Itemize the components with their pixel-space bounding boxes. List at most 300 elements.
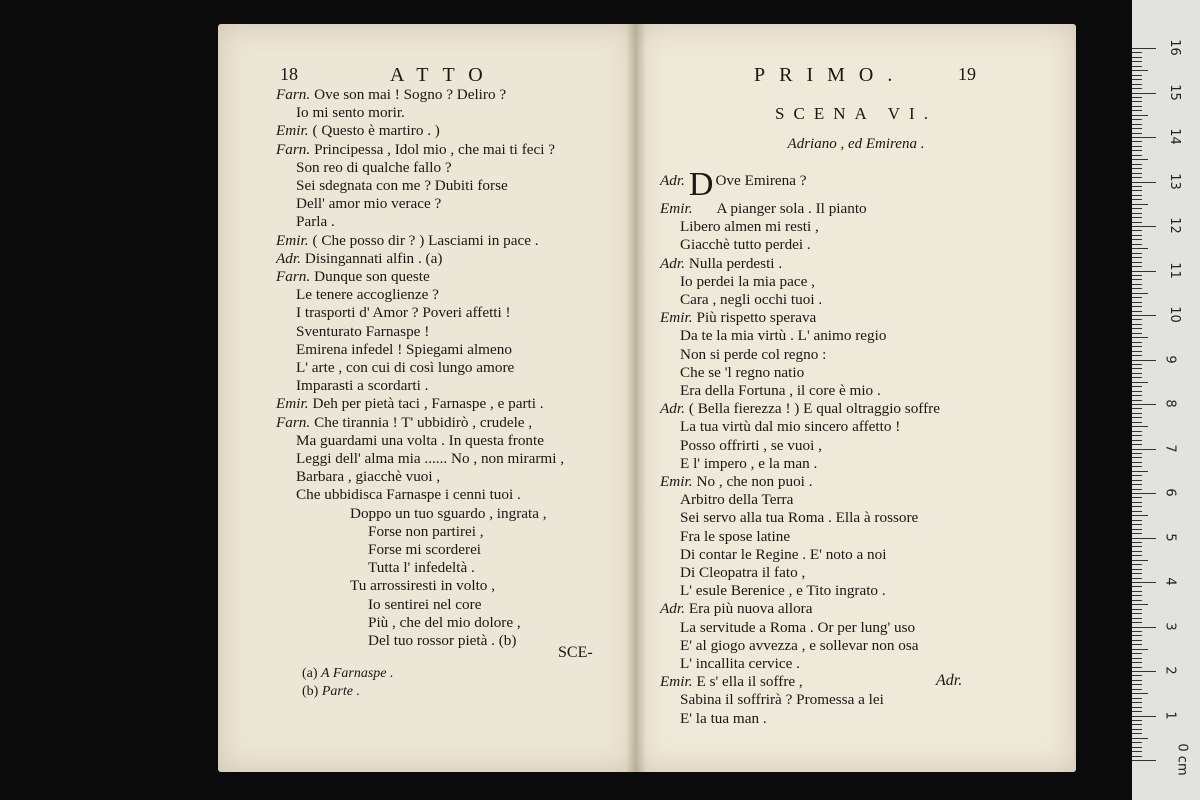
speaker-label: Emir. [660,309,693,327]
text-line [660,546,940,564]
ruler-label: 4 [1162,577,1178,586]
text-line [660,346,940,364]
text-line [276,505,564,523]
line-text: Cara , negli occhi tuoi . [680,291,823,309]
footnote-b [302,684,360,700]
line-text: Sei sdegnata con me ? Dubiti forse [296,177,508,195]
line-text: Principessa , Idol mio , che mai ti feci ? [314,140,555,158]
footnote-text: Parte . [321,684,360,699]
ruler-minor-tick [1132,293,1148,294]
ruler-minor-tick [1132,79,1142,80]
line-text: Libero almen mi resti , [680,218,819,236]
line-text: No , che non puoi . [696,473,813,491]
ruler-minor-tick [1132,382,1148,383]
text-line [660,291,940,309]
ruler-minor-tick [1132,155,1142,156]
ruler-minor-tick [1132,551,1142,552]
ruler-minor-tick [1132,533,1142,534]
ruler-minor-tick [1132,484,1142,485]
speaker-label: Farn. [276,140,311,158]
speaker-label: Farn. [276,413,311,431]
line-text: E' al giogo avvezza , e sollevar non osa [680,636,919,654]
text-line [660,255,940,273]
text-line [276,286,564,304]
ruler-minor-tick [1132,146,1142,147]
ruler-minor-tick [1132,101,1142,102]
page-number-left: 18 [280,64,298,84]
text-line [276,468,564,486]
ruler-minor-tick [1132,324,1142,325]
line-text: Sei servo alla tua Roma . Ella à rossore [680,509,919,527]
ruler-minor-tick [1132,720,1142,721]
line-text: Le tenere accoglienze ? [296,286,439,304]
ruler-minor-tick [1132,733,1142,734]
ruler-minor-tick [1132,70,1148,71]
ruler-minor-tick [1132,186,1142,187]
ruler-minor-tick [1132,431,1142,432]
ruler-minor-tick [1132,208,1142,209]
text-line [660,382,940,400]
ruler-minor-tick [1132,578,1142,579]
line-text: ( Questo è martiro . ) [312,122,440,140]
ruler-minor-tick [1132,462,1142,463]
line-text: Del tuo rossor pietà . (b) [368,632,517,650]
ruler-minor-tick [1132,190,1142,191]
catchword-left: SCE- [558,644,593,661]
ruler-minor-tick [1132,297,1142,298]
ruler-label: 0 cm [1174,743,1190,776]
speaker-label: Adr. [660,254,685,272]
ruler-minor-tick [1132,426,1148,427]
ruler-minor-tick [1132,319,1142,320]
line-text: Arbitro della Terra [680,491,794,509]
ruler-minor-tick [1132,199,1142,200]
speaker-label: Adr. [660,400,685,418]
ruler-minor-tick [1132,502,1142,503]
line-text: Era più nuova allora [688,600,813,618]
ruler-minor-tick [1132,351,1142,352]
ruler-minor-tick [1132,560,1148,561]
line-text: Leggi dell' alma mia ...... No , non mirarmi , [296,450,565,468]
line-text: Io mi sento morir. [296,104,405,122]
ruler-minor-tick [1132,133,1142,134]
ruler-minor-tick [1132,275,1142,276]
ruler-minor-tick [1132,609,1142,610]
line-text: Tu arrossiresti in volto , [350,577,495,595]
line-text: Son reo di qualche fallo ? [296,158,452,176]
ruler-minor-tick [1132,413,1142,414]
line-text: Da te la mia virtù . L' animo regio [680,327,887,345]
text-line [276,177,564,195]
ruler-minor-tick [1132,729,1142,730]
line-text: Nulla perdesti . [688,254,783,272]
ruler-minor-tick [1132,230,1142,231]
ruler-label: 6 [1162,488,1178,497]
text-line [660,673,940,691]
ruler-minor-tick [1132,88,1142,89]
line-text: Ove Emirena ? [715,172,807,189]
ruler-minor-tick [1132,239,1142,240]
page-edge [1074,30,1076,766]
ruler-minor-tick [1132,591,1142,592]
ruler-minor-tick [1132,306,1142,307]
ruler-minor-tick [1132,422,1142,423]
ruler-minor-tick [1132,373,1142,374]
text-line [660,273,940,291]
text-line [660,600,940,618]
ruler-minor-tick [1132,213,1142,214]
speaker-label: Adr. [660,600,685,618]
ruler-minor-tick [1132,542,1142,543]
ruler-minor-tick [1132,635,1142,636]
text-line [276,377,564,395]
ruler-label: 15 [1166,83,1182,101]
right-text-block [660,166,940,728]
ruler-label: 12 [1166,217,1182,234]
ruler-minor-tick [1132,586,1142,587]
ruler-minor-tick [1132,168,1142,169]
ruler-minor-tick [1132,751,1142,752]
ruler-minor-tick [1132,440,1142,441]
text-line [276,577,564,595]
line-text: Deh per pietà taci , Farnaspe , e parti . [312,395,544,413]
scene-heading: SCENA VI. [775,104,937,123]
ruler-minor-tick [1132,328,1142,329]
line-text: ( Che posso dir ? ) Lasciami in pace . [312,231,539,249]
text-line [276,232,564,250]
line-text: Ove son mai ! Sogno ? Deliro ? [314,86,507,103]
ruler-minor-tick [1132,680,1142,681]
ruler-tick [1132,538,1156,539]
ruler-minor-tick [1132,311,1142,312]
ruler-minor-tick [1132,262,1142,263]
ruler-minor-tick [1132,497,1142,498]
ruler-tick [1132,493,1156,494]
ruler-minor-tick [1132,110,1142,111]
ruler-minor-tick [1132,555,1142,556]
right-page [636,24,1076,772]
ruler-minor-tick [1132,302,1142,303]
ruler-tick [1132,449,1156,450]
ruler-tick [1132,182,1156,183]
ruler-minor-tick [1132,435,1142,436]
cast-list: Adriano , ed Emirena . [787,136,925,152]
ruler-tick [1132,671,1156,672]
ruler-minor-tick [1132,253,1142,254]
line-text: Che se 'l regno natio [680,363,805,381]
ruler-minor-tick [1132,204,1148,205]
line-text: Non si perde col regno : [680,345,827,363]
book-gutter [626,24,646,772]
text-line [276,541,564,559]
ruler-minor-tick [1132,457,1142,458]
line-text: Più , che del mio dolore , [368,613,521,631]
ruler-label: 10 [1166,306,1182,323]
ruler-minor-tick [1132,546,1142,547]
ruler-minor-tick [1132,618,1142,619]
ruler-minor-tick [1132,480,1142,481]
text-line [276,614,564,632]
text-line [276,414,564,432]
ruler-minor-tick [1132,355,1142,356]
ruler-tick [1132,226,1156,227]
ruler-minor-tick [1132,475,1142,476]
ruler-minor-tick [1132,195,1142,196]
ruler-minor-tick [1132,569,1142,570]
text-line [276,395,564,413]
ruler-tick [1132,93,1156,94]
text-line [276,86,564,104]
line-text: Sventurato Farnaspe ! [296,322,430,340]
ruler-minor-tick [1132,529,1142,530]
left-page [218,24,636,772]
ruler-minor-tick [1132,115,1148,116]
text-line [276,559,564,577]
speaker-label: Farn. [276,268,311,286]
ruler-minor-tick [1132,466,1142,467]
ruler-tick [1132,404,1156,405]
line-text: Di contar le Regine . E' noto a noi [680,545,887,563]
ruler-minor-tick [1132,222,1142,223]
ruler-tick [1132,315,1156,316]
footnote-text: A Farnaspe . [321,666,394,681]
ruler-minor-tick [1132,244,1142,245]
speaker-label: Adr. [660,172,685,189]
line-text: E l' impero , e la man . [680,454,818,472]
ruler-minor-tick [1132,84,1142,85]
ruler-minor-tick [1132,386,1142,387]
ruler-minor-tick [1132,662,1142,663]
ruler-minor-tick [1132,97,1142,98]
ruler-minor-tick [1132,342,1142,343]
ruler-minor-tick [1132,346,1142,347]
ruler-label: 8 [1162,399,1178,408]
text-line [660,528,940,546]
line-text: Di Cleopatra il fato , [680,564,806,582]
line-text: Io perdei la mia pace , [680,272,815,290]
text-line [660,619,940,637]
text-line [276,141,564,159]
text-line [276,323,564,341]
ruler-minor-tick [1132,453,1142,454]
ruler-minor-tick [1132,724,1142,725]
ruler-minor-tick [1132,693,1148,694]
line-text: Più rispetto sperava [696,309,817,327]
ruler-minor-tick [1132,106,1142,107]
ruler-minor-tick [1132,653,1142,654]
ruler-tick [1132,48,1156,49]
ruler-minor-tick [1132,173,1142,174]
ruler-minor-tick [1132,177,1142,178]
ruler-minor-tick [1132,444,1142,445]
ruler-minor-tick [1132,217,1142,218]
speaker-label: Emir. [276,395,309,413]
ruler-label: 9 [1162,354,1178,364]
text-line [660,509,940,527]
ruler-tick [1132,716,1156,717]
ruler-minor-tick [1132,471,1148,472]
line-text: Barbara , giacchè vuoi , [296,468,441,486]
ruler-tick [1132,360,1156,361]
text-line [660,400,940,418]
line-text: ( Bella fierezza ! ) E qual oltraggio soffre [688,400,940,418]
speaker-label: Emir. [660,473,693,491]
footnote-mark: (b) [302,684,319,699]
text-line [660,582,940,600]
ruler-minor-tick [1132,75,1142,76]
text-line [276,250,564,268]
text-line [660,418,940,436]
ruler-minor-tick [1132,52,1142,53]
text-line [276,632,564,650]
speaker-label: Emir. [276,231,309,249]
ruler-minor-tick [1132,742,1142,743]
line-text: Io sentirei nel core [368,595,482,613]
ruler-minor-tick [1132,613,1142,614]
ruler-minor-tick [1132,698,1142,699]
line-text: Che ubbidisca Farnaspe i cenni tuoi . [296,486,521,504]
ruler-minor-tick [1132,702,1142,703]
line-text: Che tirannia ! T' ubbidirò , crudele , [314,413,533,431]
ruler-minor-tick [1132,417,1142,418]
text-line [660,437,940,455]
line-text: L' arte , con cui di così lungo amore [296,359,515,377]
ruler-minor-tick [1132,257,1142,258]
speaker-label: Adr. [276,249,301,267]
text-line [660,473,940,491]
line-text: L' esule Berenice , e Tito ingrato . [680,582,886,600]
ruler-minor-tick [1132,364,1142,365]
ruler-minor-tick [1132,395,1142,396]
ruler-tick [1132,582,1156,583]
ruler-minor-tick [1132,57,1142,58]
ruler-minor-tick [1132,595,1142,596]
ruler-minor-tick [1132,128,1142,129]
ruler-tick [1132,627,1156,628]
drop-cap: D [688,166,714,203]
ruler-minor-tick [1132,400,1142,401]
text-line [660,309,940,327]
line-text: A pianger sola . Il pianto [716,200,867,217]
speaker-label: Emir. [660,673,693,691]
ruler-minor-tick [1132,658,1142,659]
ruler-minor-tick [1132,604,1148,605]
ruler-minor-tick [1132,164,1142,165]
ruler-minor-tick [1132,600,1142,601]
text-line [276,341,564,359]
ruler-minor-tick [1132,248,1148,249]
text-line [276,304,564,322]
line-text: L' incallita cervice . [680,655,800,673]
text-line [660,655,940,673]
ruler-minor-tick [1132,747,1142,748]
text-line [660,691,940,709]
speaker-label: Emir. [660,200,693,217]
ruler-minor-tick [1132,141,1142,142]
line-text: I trasporti d' Amor ? Poveri affetti ! [296,304,511,322]
text-line [660,364,940,382]
ruler-label: 14 [1166,128,1182,145]
ruler-label: 11 [1166,261,1182,279]
text-line [276,450,564,468]
line-text: Forse non partirei , [368,522,484,540]
ruler-label: 1 [1162,710,1178,720]
text-line [276,432,564,450]
line-text: La tua virtù dal mio sincero affetto ! [680,418,901,436]
ruler-minor-tick [1132,119,1142,120]
line-text: E s' ella il soffre , [696,673,803,691]
text-line [660,200,940,218]
text-line [276,486,564,504]
ruler-minor-tick [1132,279,1142,280]
text-line [660,218,940,236]
text-line [276,359,564,377]
ruler-minor-tick [1132,489,1142,490]
line-text: La servitude a Roma . Or per lung' uso [680,618,916,636]
text-line [276,122,564,140]
ruler-minor-tick [1132,707,1142,708]
ruler-minor-tick [1132,711,1142,712]
line-text: Sabina il soffrirà ? Promessa a lei [680,691,884,709]
line-text: Fra le spose latine [680,527,791,545]
ruler-minor-tick [1132,266,1142,267]
text-line [660,166,940,203]
ruler-tick [1132,137,1156,138]
text-line [276,159,564,177]
measurement-ruler [1132,0,1200,800]
text-line [660,236,940,254]
ruler-minor-tick [1132,564,1142,565]
ruler-minor-tick [1132,235,1142,236]
ruler-minor-tick [1132,622,1142,623]
ruler-minor-tick [1132,644,1142,645]
page-number-right: 19 [958,64,976,84]
ruler-minor-tick [1132,649,1148,650]
line-text: Ma guardami una volta . In questa fronte [296,431,544,449]
text-line [276,213,564,231]
line-text: Posso offrirti , se vuoi , [680,436,822,454]
ruler-minor-tick [1132,284,1142,285]
ruler-minor-tick [1132,377,1142,378]
left-text-block [276,86,564,650]
text-line [276,104,564,122]
text-line [660,327,940,345]
running-head-left: ATTO [390,64,497,86]
text-line [276,268,564,286]
ruler-minor-tick [1132,520,1142,521]
ruler-minor-tick [1132,738,1148,739]
ruler-tick [1132,271,1156,272]
ruler-minor-tick [1132,675,1142,676]
ruler-label: 13 [1166,172,1182,190]
ruler-minor-tick [1132,61,1142,62]
ruler-minor-tick [1132,506,1142,507]
open-book [218,24,1080,774]
speaker-label: Emir. [276,122,309,140]
speaker-label: Farn. [276,86,311,103]
ruler-label: 5 [1162,532,1178,542]
ruler-label: 7 [1162,443,1178,453]
ruler-minor-tick [1132,66,1142,67]
ruler-minor-tick [1132,689,1142,690]
ruler-minor-tick [1132,150,1142,151]
footnote-a [302,666,394,682]
ruler-minor-tick [1132,511,1142,512]
ruler-minor-tick [1132,391,1142,392]
line-text: Dell' amor mio verace ? [296,195,442,213]
ruler-minor-tick [1132,756,1142,757]
text-line [276,596,564,614]
